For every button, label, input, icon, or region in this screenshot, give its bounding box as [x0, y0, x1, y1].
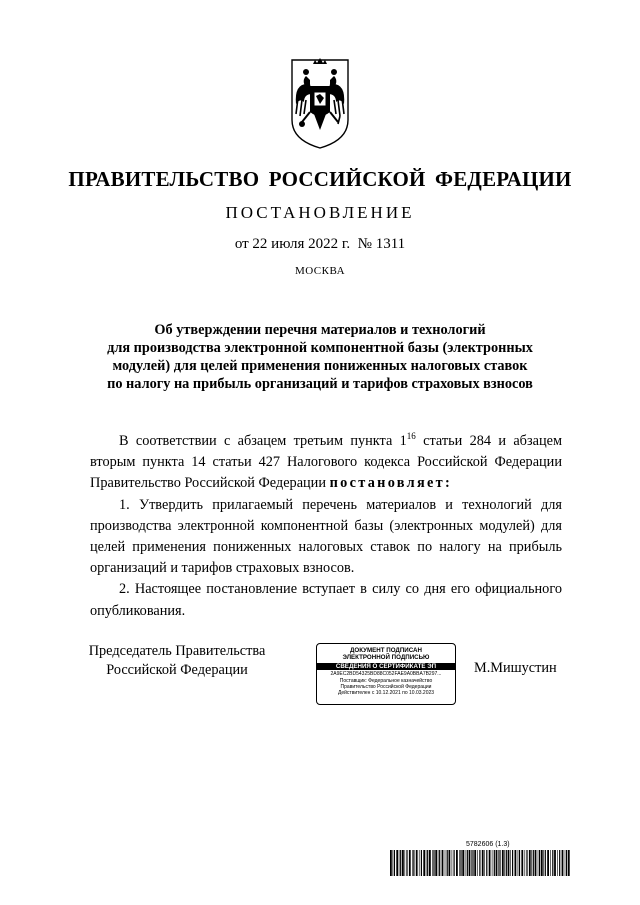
- barcode-bar: [445, 850, 446, 876]
- barcode-bar: [409, 850, 411, 876]
- barcode-bar: [504, 850, 505, 876]
- barcode-bar: [460, 850, 461, 876]
- stamp-validity: Действителен с 10.12.2021 по 10.03.2023: [337, 690, 435, 697]
- barcode-bar: [512, 850, 513, 876]
- government-title: ПРАВИТЕЛЬСТВО РОССИЙСКОЙ ФЕДЕРАЦИИ: [68, 167, 572, 191]
- barcode-bar: [550, 850, 551, 876]
- stamp-heading: ДОКУМЕНТ ПОДПИСАН ЭЛЕКТРОННОЙ ПОДПИСЬЮ: [342, 647, 430, 662]
- city: МОСКВА: [294, 265, 346, 277]
- barcode-bar: [539, 850, 540, 876]
- barcode-bar: [506, 850, 507, 876]
- barcode-bar: [402, 850, 404, 876]
- barcode-bar: [565, 850, 566, 876]
- superscript: 16: [406, 431, 416, 442]
- barcode-bar: [496, 850, 498, 876]
- barcode-bar: [519, 850, 520, 876]
- barcode-number: 5782606 (1.3): [466, 841, 510, 848]
- document-subject: [0, 321, 640, 393]
- barcode-bar: [413, 850, 414, 876]
- barcode-bar: [426, 850, 427, 876]
- barcode-bar: [515, 850, 517, 876]
- barcode-bar: [526, 850, 527, 876]
- barcode-bar: [462, 850, 464, 876]
- barcode-bar: [492, 850, 493, 876]
- barcode-bar: [484, 850, 485, 876]
- document-body: [90, 431, 562, 622]
- subject-line: по налогу на прибыль организаций и тарифов страховых взносов: [107, 376, 533, 392]
- barcode-bar: [557, 850, 558, 876]
- subject-line: Об утверждении перечня материалов и технологий: [154, 322, 486, 338]
- barcode-bar: [568, 850, 570, 876]
- stamp-owner: Правительство Российской Федерации: [340, 684, 432, 690]
- electronic-signature-stamp: [316, 643, 456, 705]
- barcode-bar: [439, 850, 440, 876]
- barcode-bar: [467, 850, 468, 876]
- barcode-bar: [547, 850, 549, 876]
- barcode-bar: [499, 850, 500, 876]
- barcode-bar: [452, 850, 453, 876]
- barcode-bar: [449, 850, 451, 876]
- barcode-bar: [412, 850, 413, 876]
- barcode-bar: [432, 850, 433, 876]
- barcode-bar: [543, 850, 544, 876]
- barcode-bar: [502, 850, 504, 876]
- barcode-bar: [399, 850, 400, 876]
- barcode-bar: [447, 850, 448, 876]
- stamp-bar: СВЕДЕНИЯ О СЕРТИФИКАТЕ ЭП: [317, 663, 455, 671]
- barcode-bar: [435, 850, 437, 876]
- document-date: от 22 июля 2022 г.: [234, 236, 351, 252]
- barcode: [390, 850, 570, 876]
- barcode-bar: [433, 850, 434, 876]
- barcode-bar: [531, 850, 532, 876]
- barcode-bar: [416, 850, 418, 876]
- barcode-bar: [510, 850, 511, 876]
- barcode-bar: [400, 850, 401, 876]
- barcode-bar: [533, 850, 534, 876]
- barcode-bar: [393, 850, 394, 876]
- paragraph-item-1: 1. Утвердить прилагаемый перечень материалов и технологий для производства электронной компонентной базы (электронных модулей) для целей применения пониженных налоговых ставок по налогу на прибыль организаций и тарифов страховых взносов.: [90, 496, 562, 577]
- barcode-bar: [521, 850, 523, 876]
- barcode-bar: [456, 850, 458, 876]
- paragraph-preamble: В соответствии с абзацем третьим пункта $1^{16}$ статьи 284 и абзацем вторым пункта 14 статьи 427 Налогового кодекса Российской Федерации Правительство Российской Федерации постановляет:: [90, 431, 562, 492]
- barcode-bar: [390, 850, 392, 876]
- date-number-line: [0, 236, 640, 253]
- barcode-bar: [429, 850, 431, 876]
- barcode-bar: [545, 850, 546, 876]
- subject-line: модулей) для целей применения пониженных налоговых ставок: [112, 358, 528, 374]
- barcode-bar: [406, 850, 407, 876]
- barcode-bar: [508, 850, 510, 876]
- barcode-bar: [554, 850, 556, 876]
- paragraph-item-2: 2. Настоящее постановление вступает в силу со дня его официального опубликования.: [90, 581, 562, 619]
- barcode-bar: [396, 850, 398, 876]
- signatory-title: Председатель Правительства Российской Федерации: [88, 643, 266, 678]
- signatory-name: М.Мишустин: [474, 660, 557, 676]
- barcode-bar: [459, 850, 460, 876]
- barcode-bar: [477, 850, 478, 876]
- barcode-bar: [518, 850, 519, 876]
- barcode-bar: [535, 850, 537, 876]
- coat-of-arms-icon: [284, 54, 356, 150]
- subject-line: для производства электронной компонентной базы (электронных: [107, 340, 533, 356]
- barcode-bar: [419, 850, 420, 876]
- barcode-bar: [427, 850, 428, 876]
- barcode-bar: [525, 850, 526, 876]
- barcode-bar: [472, 850, 473, 876]
- barcode-bar: [421, 850, 422, 876]
- decides-word: постановляет:: [329, 475, 453, 492]
- barcode-bar: [559, 850, 560, 876]
- barcode-bar: [486, 850, 487, 876]
- barcode-bar: [423, 850, 425, 876]
- barcode-bar: [394, 850, 395, 876]
- barcode-bar: [438, 850, 439, 876]
- barcode-bar: [465, 850, 466, 876]
- document-number: № 1311: [357, 236, 406, 252]
- barcode-bar: [529, 850, 531, 876]
- stamp-issuer: Поставщик: Федеральное казначейство: [339, 677, 433, 684]
- barcode-bar: [538, 850, 539, 876]
- barcode-bar: [442, 850, 444, 876]
- barcode-bar: [454, 850, 455, 876]
- barcode-bar: [489, 850, 491, 876]
- barcode-bar: [494, 850, 495, 876]
- barcode-bar: [541, 850, 543, 876]
- barcode-bar: [405, 850, 406, 876]
- barcode-bar: [474, 850, 476, 876]
- barcode-bar: [566, 850, 567, 876]
- barcode-bar: [552, 850, 553, 876]
- stamp-serial: 2A9EC2BD54325BD88C052FAE9A0BBA7B297...: [330, 671, 442, 678]
- document-type: ПОСТАНОВЛЕНИЕ: [225, 203, 415, 222]
- barcode-bar: [498, 850, 499, 876]
- barcode-bar: [482, 850, 484, 876]
- barcode-bar: [469, 850, 471, 876]
- barcode-bar: [479, 850, 480, 876]
- barcode-bar: [562, 850, 564, 876]
- barcode-bar: [471, 850, 472, 876]
